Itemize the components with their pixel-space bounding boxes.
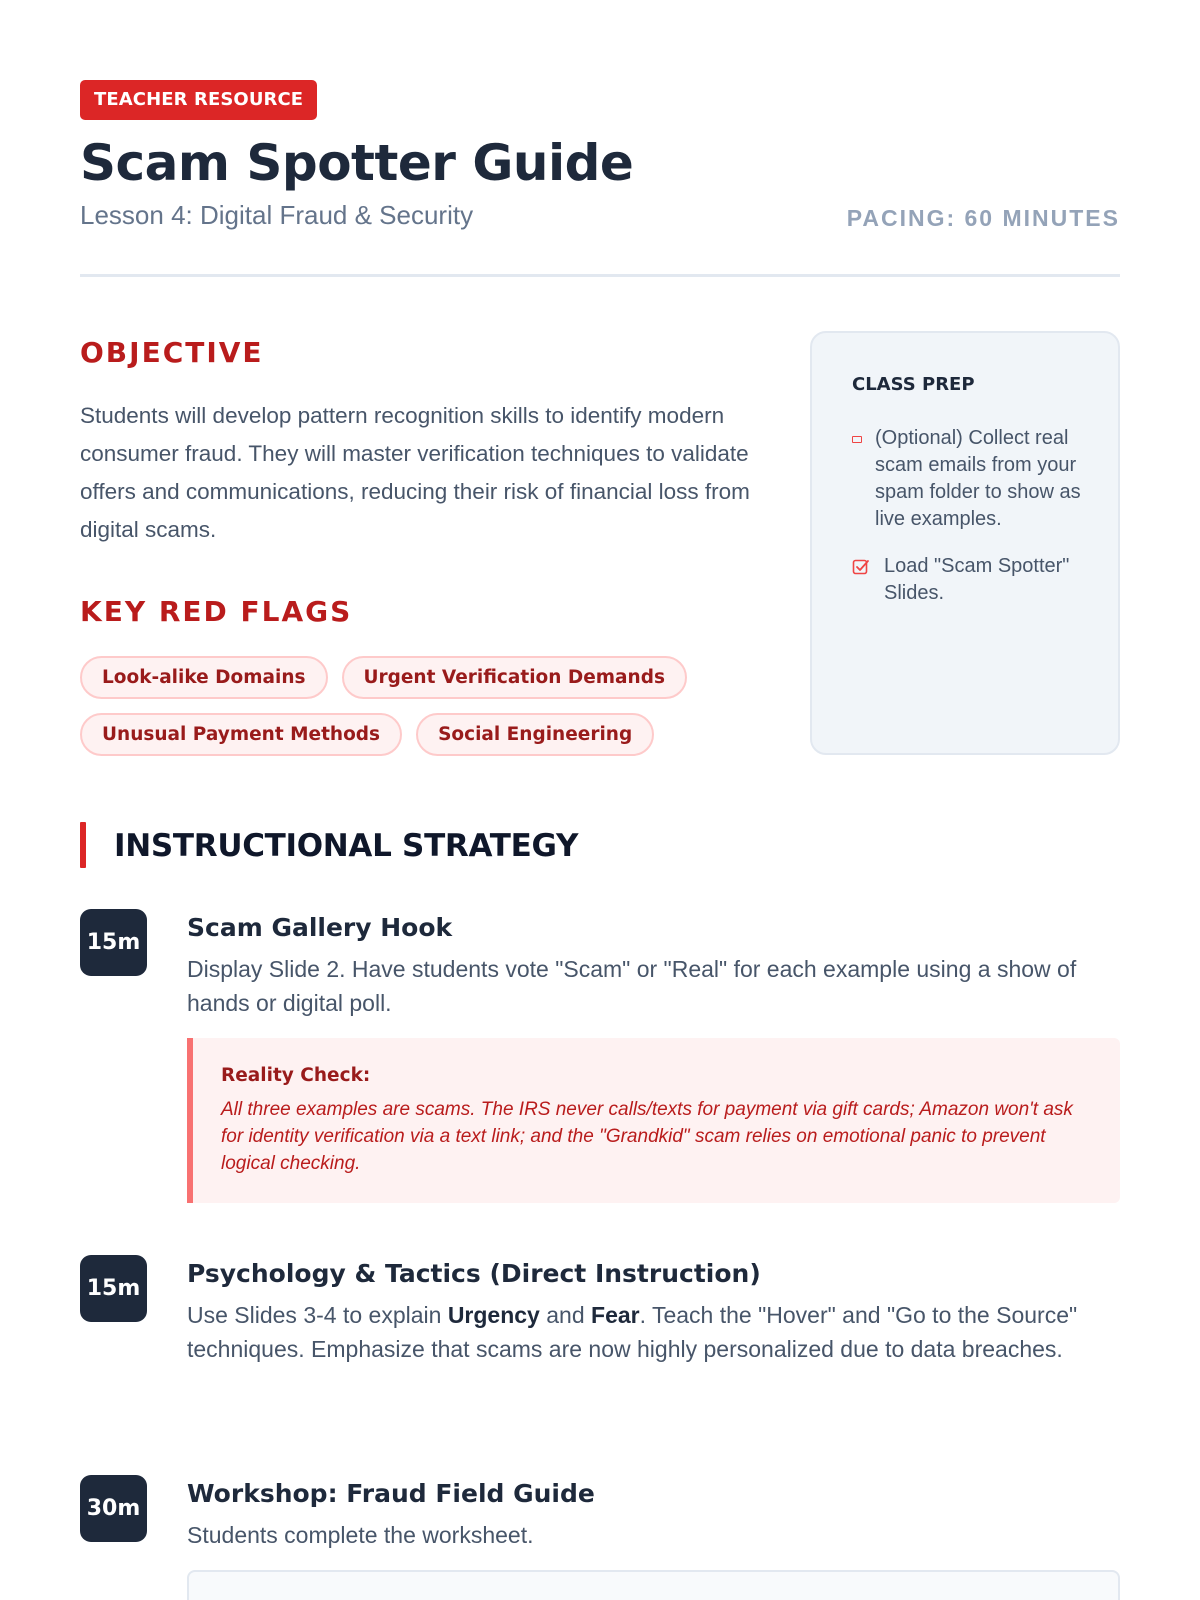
class-prep-list [852, 425, 1088, 607]
objective-text: Students will develop pattern recognition skills to identify modern consumer fraud. They will master verification techniques to validate offers and communications, reducing their risk of financial loss from digital scams. [80, 403, 750, 542]
fear-term: Fear [591, 1302, 640, 1328]
page-title: Scam Spotter Guide [80, 134, 634, 192]
checkbox-icon [852, 558, 870, 576]
red-flag-tag: Unusual Payment Methods [80, 713, 402, 756]
class-prep-card [810, 331, 1120, 755]
class-prep-item-text: Load "Scam Spotter" Slides. [884, 555, 1070, 604]
instructional-strategy-heading: INSTRUCTIONAL STRATEGY [114, 828, 579, 864]
step-text: Students complete the worksheet. [187, 1522, 534, 1548]
lesson-subtitle: Lesson 4: Digital Fraud & Security [80, 200, 474, 230]
step-text: Display Slide 2. Have students vote "Scam" or "Real" for each example using a show of hands or digital poll. [187, 956, 1077, 1016]
class-prep-item [852, 425, 1088, 533]
step-text-part: and [539, 1302, 592, 1328]
worksheet-box [187, 1570, 1120, 1600]
strategy-accent-bar [80, 822, 86, 868]
reality-check-callout [187, 1038, 1120, 1203]
time-badge: 30m [80, 1475, 147, 1542]
step-body [187, 1255, 1120, 1366]
objective-heading: OBJECTIVE [80, 336, 264, 369]
step-body [187, 1475, 1120, 1600]
step-text-part: . Teach the "Hover" and "Go to the Source" techniques. Emphasize that scams are now highly personalized due to data breaches. [187, 1302, 1078, 1362]
red-flag-tag: Social Engineering [416, 713, 654, 756]
step-body [187, 909, 1120, 1203]
step-title: Workshop: Fraud Field Guide [187, 1479, 595, 1508]
callout-text: All three examples are scams. The IRS never calls/texts for payment via gift cards; Amazon won't ask for identity verification via a text link; and the "Grandkid" scam relies on emotional panic to prevent logical checking. [221, 1099, 1073, 1174]
teacher-resource-badge: TEACHER RESOURCE [80, 80, 317, 120]
callout-title: Reality Check: [221, 1065, 371, 1086]
square-bullet-icon [852, 436, 862, 443]
step-title: Scam Gallery Hook [187, 913, 453, 942]
step-text [187, 1298, 1120, 1366]
time-badge: 15m [80, 909, 147, 976]
class-prep-item [852, 553, 1088, 607]
step-title: Psychology & Tactics (Direct Instruction) [187, 1259, 761, 1288]
lesson-page [80, 0, 1120, 1600]
class-prep-item-text: (Optional) Collect real scam emails from your spam folder to show as live examples. [875, 427, 1081, 530]
red-flags-heading: KEY RED FLAGS [80, 595, 353, 628]
step-text-part: Use Slides 3-4 to explain [187, 1302, 448, 1328]
header-divider [80, 274, 1120, 277]
pacing-label: PACING: 60 MINUTES [846, 205, 1120, 231]
urgency-term: Urgency [447, 1302, 540, 1328]
red-flags-list [80, 656, 760, 756]
red-flag-tag: Look-alike Domains [80, 656, 328, 699]
time-badge: 15m [80, 1255, 147, 1322]
red-flag-tag: Urgent Verification Demands [342, 656, 687, 699]
class-prep-title: CLASS PREP [852, 374, 975, 395]
